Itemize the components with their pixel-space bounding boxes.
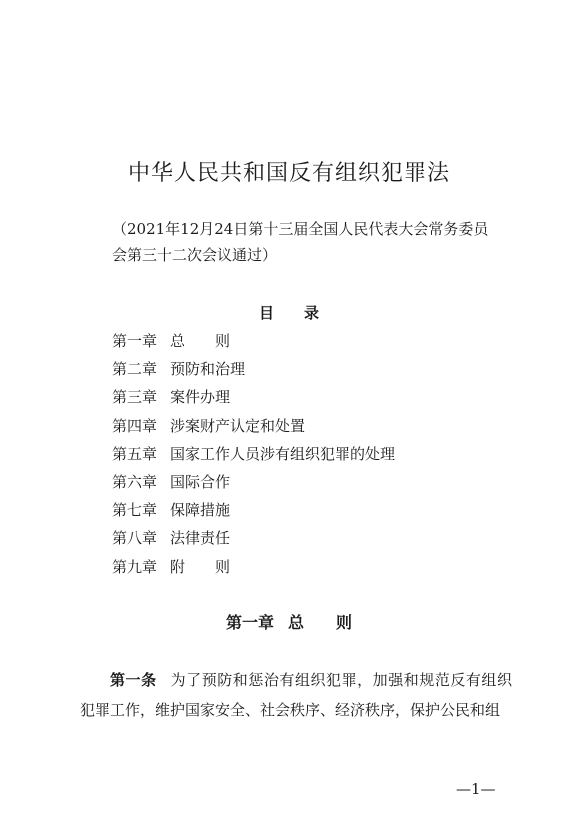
toc-item-5[interactable] (112, 440, 395, 468)
toc-item-8[interactable] (112, 524, 395, 552)
toc-item-9[interactable] (112, 553, 395, 581)
toc-item-title: 预防和治理 (170, 360, 246, 379)
toc-item-title: 总 则 (170, 332, 231, 350)
toc-item-number: 第九章 (112, 557, 158, 576)
page-number: —1— (456, 780, 496, 798)
toc-item-title: 国家工作人员涉有组织犯罪的处理 (170, 444, 396, 463)
toc-item-number: 第六章 (112, 472, 158, 491)
toc-item-title: 涉案财产认定和处置 (170, 416, 306, 435)
toc-item-2[interactable] (112, 355, 395, 383)
table-of-contents (112, 327, 395, 581)
toc-item-6[interactable] (112, 468, 395, 496)
article-text: 为了预防和惩治有组织犯罪，加强和规范反有组织犯罪工作，维护国家安全、社会秩序、经济秩序，保护公民和组 (80, 671, 512, 719)
article-number: 第一条 (110, 671, 157, 689)
toc-item-7[interactable] (112, 496, 395, 524)
toc-heading: 目 录 (258, 304, 319, 322)
adoption-note: （2021年12月24日第十三届全国人民代表大会常务委员会第三十二次会议通过） (112, 220, 489, 264)
toc-item-number: 第七章 (112, 501, 158, 520)
toc-item-3[interactable] (112, 383, 395, 411)
toc-item-4[interactable] (112, 412, 395, 440)
toc-item-title: 案件办理 (170, 388, 231, 407)
chapter-heading (0, 610, 578, 633)
document-title: 中华人民共和国反有组织犯罪法 (127, 161, 450, 186)
chapter-number: 第一章 (225, 613, 274, 632)
toc-item-title: 国际合作 (170, 472, 231, 491)
toc-item-title: 法律责任 (170, 529, 231, 548)
toc-item-number: 第二章 (112, 360, 158, 379)
chapter-title: 总 则 (288, 613, 353, 632)
toc-item-number: 第一章 (112, 332, 158, 350)
toc-item-number: 第三章 (112, 388, 158, 407)
toc-item-number: 第八章 (112, 529, 158, 548)
article-paragraph (80, 665, 512, 725)
toc-item-number: 第五章 (112, 444, 158, 463)
toc-item-1[interactable] (112, 327, 395, 355)
toc-item-title: 保障措施 (170, 501, 231, 520)
toc-item-title: 附 则 (170, 557, 231, 576)
toc-item-number: 第四章 (112, 416, 158, 435)
